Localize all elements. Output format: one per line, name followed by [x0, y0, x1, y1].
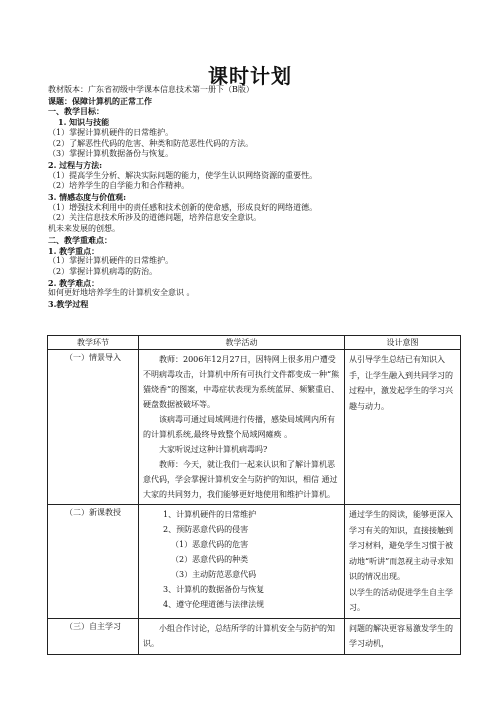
- textbook-version: 教材版本：广东省初级中学课本信息技术第一册下（B版）: [48, 85, 254, 94]
- activity-cell: [139, 350, 345, 505]
- intent-cell: [345, 350, 461, 505]
- list-item: （1）提高学生分析、解决实际问题的能力，使学生认识网络资源的重要性。: [48, 170, 318, 180]
- activity-paragraph: 该病毒可通过局域网进行传播，感染局域网内所有的计算机系统,最终导致整个局域网瘫痪 。: [143, 415, 335, 439]
- stage-cell: （一）情景导入: [48, 350, 139, 505]
- column-header-intent: 设计意图: [345, 336, 461, 350]
- intent-text: 从引导学生总结已有知识入手，让学生融入到共同学习的过程中，激发起学生的学习兴趣与动力。: [349, 355, 453, 411]
- subsection-attitudes-values: 3. 情感态度与价值观:: [48, 192, 127, 203]
- section-objectives: 一、教学目标：: [48, 106, 104, 117]
- list-item: （1）增强技术利用中的责任感和技术创新的使命感，形成良好的网络道德。: [48, 202, 318, 212]
- activity-paragraph: 小组合作讨论，总结所学的计算机安全与防护的知识。: [143, 623, 335, 648]
- activity-paragraph: 教师：今天，就让我们一起来认识和了解计算机恶意代码，学会掌握计算机安全与防护的知识，相信 通过大家的共同努力，我们能够更好地使用和维护计算机。: [143, 460, 338, 499]
- list-item: （2）关注信息技术所涉及的道德问题，培养信息安全意识。: [48, 213, 262, 223]
- page-title: 课时计划: [208, 64, 292, 88]
- list-item: （2）掌握计算机病毒的防治。: [48, 266, 158, 276]
- subsection-knowledge-skills: 1. 知识与技能: [58, 117, 110, 128]
- list-item: （1）恶意代码的危害: [171, 540, 249, 549]
- section-key-points: 二、教学重难点：: [48, 234, 112, 245]
- table-row: [48, 618, 461, 654]
- list-item: 机未来发展的创想。: [48, 224, 120, 234]
- table-header-row: [48, 336, 461, 350]
- table-row: [48, 350, 461, 505]
- list-item: 3、计算机的数据备份与恢复: [163, 585, 265, 594]
- column-header-activity: 教学活动: [139, 336, 345, 350]
- list-item: （1）掌握计算机硬件的日常维护。: [48, 256, 174, 266]
- list-item: （2）培养学生的自学能力和合作精神。: [48, 181, 190, 191]
- list-item: 1、计算机硬件的日常维护: [163, 510, 257, 519]
- list-item: 4、遵守伦理道德与法律法规: [163, 600, 265, 609]
- difficult-point-text: 如何更好地培养学生的计算机安全意识 。: [48, 288, 195, 298]
- intent-cell: [345, 618, 461, 654]
- list-item: 2、预防恶意代码的侵害: [163, 525, 249, 534]
- teaching-process-table: [47, 335, 461, 655]
- stage-cell: （三）自主学习: [48, 618, 139, 654]
- table-row: [48, 505, 461, 619]
- lesson-topic: 课题：保障计算机的正常工作: [48, 95, 152, 106]
- subsection-key-points: 1. 教学重点：: [48, 245, 100, 256]
- list-item: （3）掌握计算机数据备份与恢复。: [48, 149, 174, 159]
- column-header-stage: 教学环节: [48, 336, 139, 350]
- lesson-header: [48, 85, 458, 310]
- section-teaching-process: 3.教学过程: [48, 299, 89, 310]
- list-item: （2）恶意代码的种类: [171, 555, 249, 564]
- activity-paragraph: 大家听说过这种计算机病毒吗?: [159, 445, 268, 454]
- subsection-process-methods: 2. 过程与方法:: [48, 159, 103, 170]
- intent-text: 问题的解决更容易激发学生的学习动机，: [349, 623, 453, 648]
- stage-cell: （二）新课教授: [48, 505, 139, 619]
- subsection-difficult-points: 2. 教学难点：: [48, 277, 100, 288]
- list-item: （1）掌握计算机硬件的日常维护。: [48, 127, 174, 137]
- intent-cell: [345, 505, 461, 619]
- activity-cell: [139, 505, 345, 619]
- activity-paragraph: 教师：2006年12月27日，因特网上很多用户遭受不明病毒攻击，计算机中所有可执行文件都变成一种“熊猫烧香”的图案，中毒症状表现为系统蓝屏、频繁重启、硬盘数据被破坏等。: [143, 355, 340, 409]
- intent-text: 通过学生的阅读，能够更深入学习有关的知识，直接接触到学习材料，避免学生习惯于被动地“听讲”而忽视主动寻求知识的情况出现。: [349, 510, 454, 581]
- list-item: （2）了解恶性代码的危害、种类和防范恶性代码的方法。: [48, 138, 254, 148]
- activity-cell: [139, 618, 345, 654]
- list-item: （3）主动防范恶意代码: [171, 570, 257, 579]
- intent-text: 以学生的活动促进学生自主学习。: [349, 587, 453, 612]
